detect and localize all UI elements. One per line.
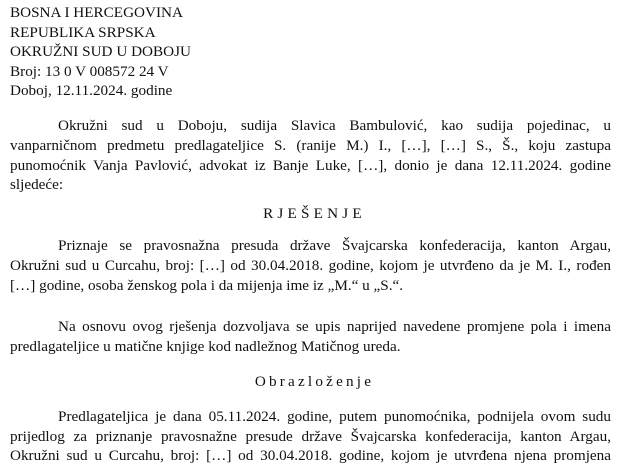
permit-text-1: Na osnovu ovog rješenja dozvoljava se upis naprijed navedene promjene pola i imena (58, 318, 611, 335)
reasoning-line-1 (58, 407, 611, 427)
decision-line-2 (10, 256, 611, 276)
intro-text-1: Okružni sud u Doboju, sudija Slavica Bambulović, kao sudija pojedinac, u (58, 117, 611, 134)
decision-text-2: Okružni sud u Curcahu, broj: […] od 30.04.2018. godine, kojom je utvrđeno da je M. I., rođen (10, 257, 611, 274)
permit-line-2 (10, 337, 611, 357)
header-court: OKRUŽNI SUD U DOBOJU (10, 43, 191, 61)
decision-line-3 (10, 276, 611, 296)
intro-line-1 (58, 116, 611, 136)
intro-text-3: punomoćnik Vanja Pavlović, advokat iz Banje Luke, […], donio je dana 12.11.2024. godine (10, 157, 611, 174)
decision-heading: RJEŠENJE (263, 205, 366, 222)
intro-text-4: sljedeće: (10, 176, 64, 193)
permit-line-1 (58, 317, 611, 337)
decision-line-1 (58, 236, 611, 256)
reasoning-line-3 (10, 446, 611, 466)
decision-text-3: […] godine, osoba ženskog pola i da mijenja ime iz „M.“ u „S.“. (10, 277, 404, 294)
permit-text-2: predlagateljice u matične knjige kod nadležnog Matičnog ureda. (10, 338, 401, 355)
header-case-number: Broj: 13 0 V 008572 24 V (10, 62, 169, 80)
reasoning-text-2: prijedlog za priznanje pravosnažne presude države Švajcarska konfederacija, kanton Argau, (10, 428, 611, 445)
header-date: Doboj, 12.11.2024. godine (10, 82, 173, 100)
court-header (10, 3, 191, 101)
intro-line-2 (10, 136, 611, 156)
intro-line-3 (10, 156, 611, 176)
intro-line-4 (10, 175, 611, 195)
header-country: BOSNA I HERCEGOVINA (10, 4, 183, 21)
reasoning-line-2 (10, 427, 611, 447)
decision-text-1: Priznaje se pravosnažna presuda države Švajcarska konfederacija, kanton Argau, (58, 237, 611, 254)
header-entity: REPUBLIKA SRPSKA (10, 23, 156, 41)
intro-text-2: vanparničnom predmetu predlagateljice S. (ranije M.) I., […], […] S., Š., koju zastupa (10, 137, 611, 154)
reasoning-text-3: Okružni sud u Curcahu, broj: […] od 30.04.2018. godine, kojom je utvrđena njena promjena (10, 447, 611, 464)
reasoning-heading: Obrazloženje (254, 373, 375, 390)
reasoning-text-1: Predlagateljica je dana 05.11.2024. godine, putem punomoćnika, podnijela ovom sudu (58, 408, 611, 425)
